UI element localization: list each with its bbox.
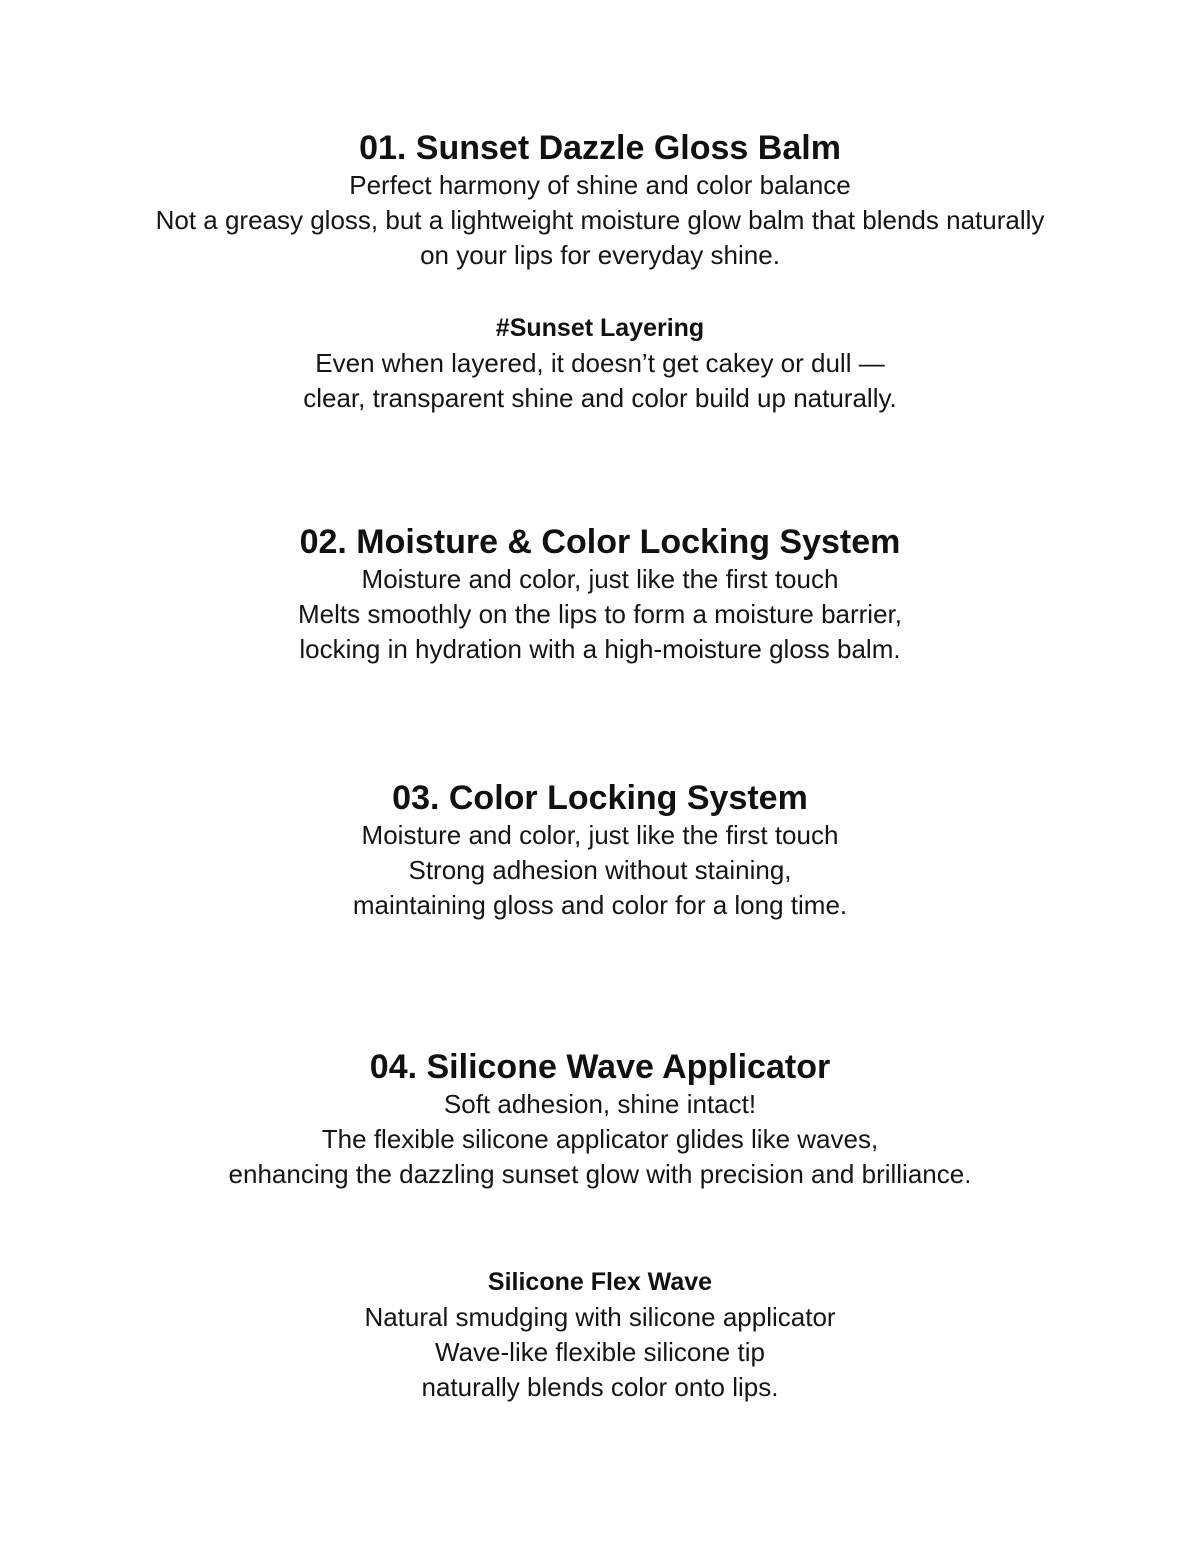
subsection-line: Even when layered, it doesn’t get cakey or dull — [315, 348, 885, 378]
subsection-silicone-flex-wave [0, 1265, 1200, 1405]
section-line: locking in hydration with a high-moisture gloss balm. [299, 634, 901, 664]
subsection-line: Natural smudging with silicone applicator [364, 1302, 836, 1332]
section-line: Moisture and color, just like the first touch [361, 564, 839, 594]
subsection-line: Wave-like flexible silicone tip [435, 1337, 765, 1367]
section-line: Moisture and color, just like the first touch [361, 820, 839, 850]
subsection-sunset-layering [0, 311, 1200, 416]
section-title: 02. Moisture & Color Locking System [299, 523, 901, 561]
section-03 [0, 778, 1200, 923]
section-02 [0, 522, 1200, 667]
section-line: enhancing the dazzling sunset glow with precision and brilliance. [228, 1159, 972, 1189]
section-line: Soft adhesion, shine intact! [443, 1089, 757, 1119]
section-line: on your lips for everyday shine. [420, 240, 780, 270]
subsection-title: #Sunset Layering [495, 314, 705, 342]
subsection-line: clear, transparent shine and color build up naturally. [303, 383, 897, 413]
section-01 [0, 128, 1200, 273]
section-line: Perfect harmony of shine and color balance [349, 170, 851, 200]
section-line: Melts smoothly on the lips to form a moisture barrier, [297, 599, 902, 629]
section-title: 04. Silicone Wave Applicator [369, 1048, 831, 1086]
section-title: 01. Sunset Dazzle Gloss Balm [359, 129, 841, 167]
subsection-title: Silicone Flex Wave [487, 1268, 713, 1296]
section-title: 03. Color Locking System [392, 779, 808, 817]
section-line: The flexible silicone applicator glides like waves, [321, 1124, 879, 1154]
section-line: Strong adhesion without staining, [408, 855, 792, 885]
subsection-line: naturally blends color onto lips. [421, 1372, 779, 1402]
section-line: maintaining gloss and color for a long time. [352, 890, 848, 920]
section-04 [0, 1047, 1200, 1192]
section-line: Not a greasy gloss, but a lightweight moisture glow balm that blends naturally [155, 205, 1045, 235]
